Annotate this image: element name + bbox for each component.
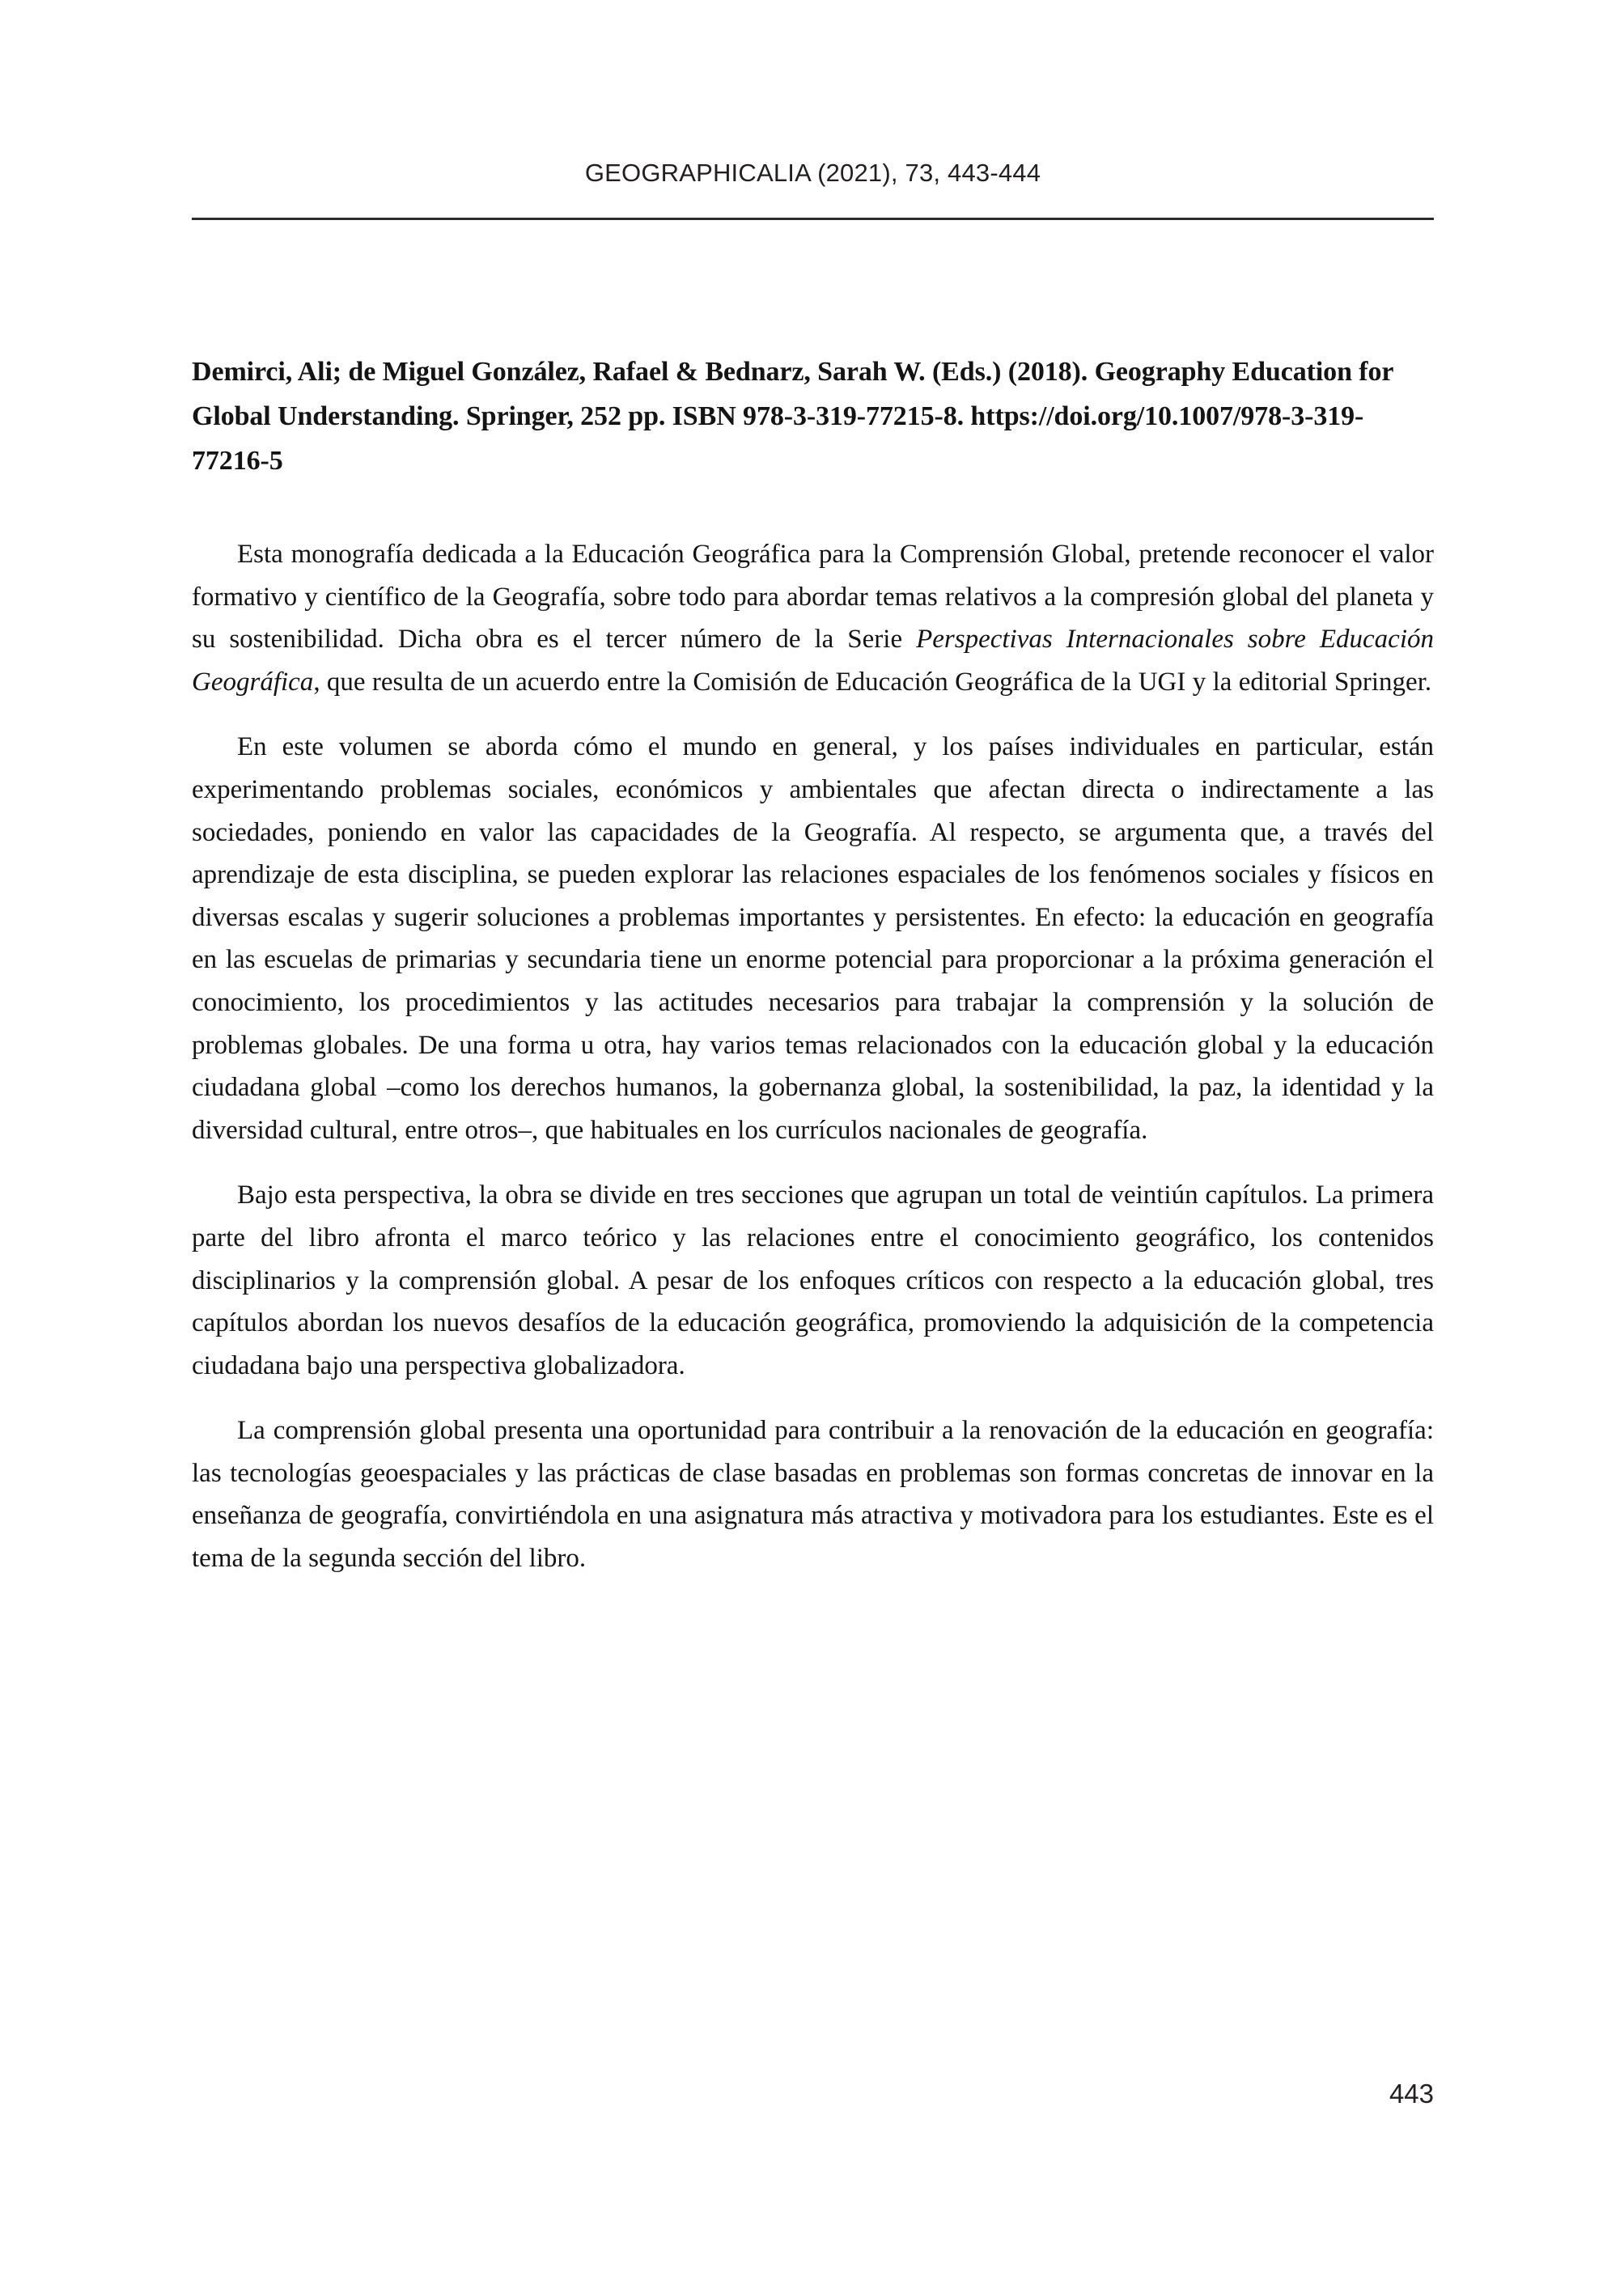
- header-divider-rule: [192, 218, 1434, 220]
- paragraph-1-text-before-series: Esta monografía dedicada a la Educación Geográfica para la Comprensión Global, pretende reconocer el valor formativo y científico de la Geografía, sobre todo para abordar temas relativos a la compresión global del planeta y su sostenibilidad. Dicha obra es el tercer número de la Serie: [192, 540, 1434, 655]
- running-head: GEOGRAPHICALIA (2021), 73, 443-444: [584, 159, 1041, 187]
- paragraph-3: Bajo esta perspectiva, la obra se divide en tres secciones que agrupan un total de veintiún capítulos. La primera parte del libro afronta el marco teórico y las relaciones entre el conocimiento geográfico, los contenidos disciplinarios y la comprensión global. A pesar de los enfoques críticos con respecto a la educación global, tres capítulos abordan los nuevos desafíos de la educación geográfica, promoviendo la adquisición de la competencia ciudadana bajo una perspectiva globalizadora.: [192, 1180, 1434, 1380]
- paragraph-1: [192, 533, 1434, 703]
- article-content: [192, 350, 1434, 1580]
- paragraph-2: En este volumen se aborda cómo el mundo en general, y los países individuales en particular, están experimentando problemas sociales, económicos y ambientales que afectan directa o indirectamente a las sociedades, poniendo en valor las capacidades de la Geografía. Al respecto, se argumenta que, a través del aprendizaje de esta disciplina, se pueden explorar las relaciones espaciales de los fenómenos sociales y físicos en diversas escalas y sugerir soluciones a problemas importantes y persistentes. En efecto: la educación en geografía en las escuelas de primarias y secundaria tiene un enorme potencial para proporcionar a la próxima generación el conocimiento, los procedimientos y las actitudes necesarios para trabajar la comprensión y la solución de problemas globales. De una forma u otra, hay varios temas relacionados con la educación global y la educación ciudadana global –como los derechos humanos, la gobernanza global, la sostenibilidad, la paz, la identidad y la diversidad cultural, entre otros–, que habituales en los currículos nacionales de geografía.: [192, 732, 1434, 1145]
- paragraph-4: La comprensión global presenta una oportunidad para contribuir a la renovación de la educación en geografía: las tecnologías geoespaciales y las prácticas de clase basadas en problemas son formas concretas de innovar en la enseñanza de geografía, convirtiéndola en una asignatura más atractiva y motivadora para los estudiantes. Este es el tema de la segunda sección del libro.: [192, 1416, 1434, 1574]
- paragraph-1-text-after-series: , que resulta de un acuerdo entre la Comisión de Educación Geográfica de la UGI y la editorial Springer.: [313, 667, 1432, 697]
- book-citation: Demirci, Ali; de Miguel González, Rafael & Bednarz, Sarah W. (Eds.) (2018). Geography Education for Global Understanding. Springer, 252 pp. ISBN 978-3-319-77215-8. https://doi.org/10.1007/978-3-319-77216-5: [192, 357, 1393, 476]
- page-number: 443: [1389, 2079, 1434, 2109]
- series-title-italic: Perspectivas Internacionales sobre Educación Geográfica: [192, 625, 1434, 697]
